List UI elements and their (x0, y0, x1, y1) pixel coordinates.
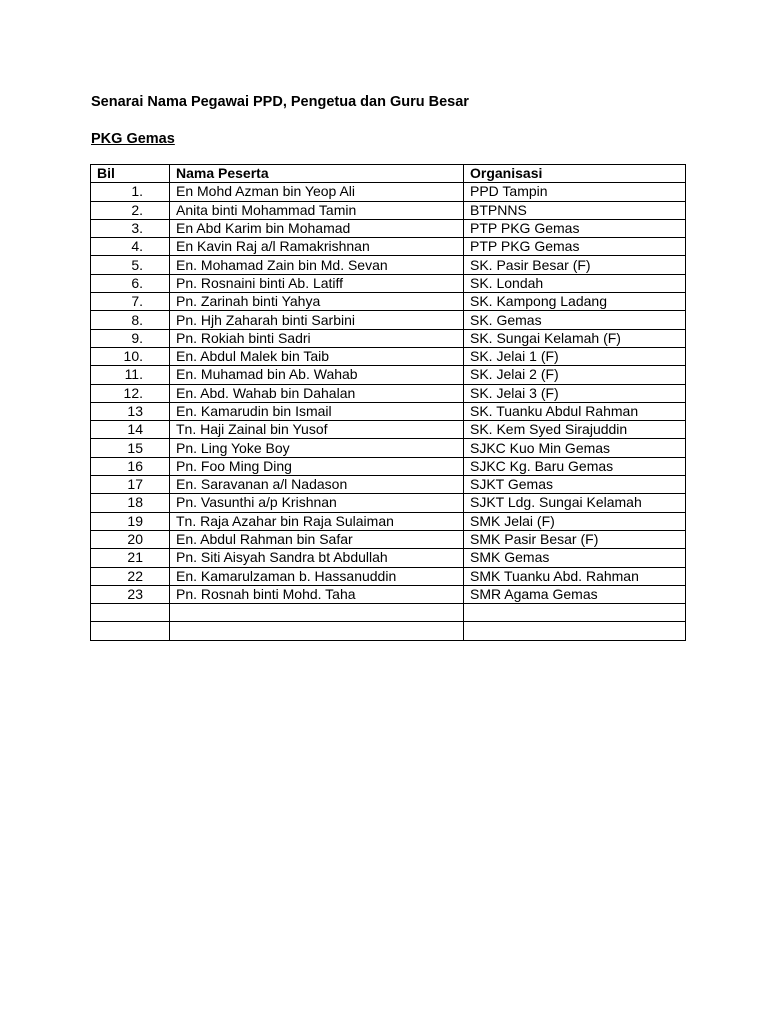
row-bil-cell: 20 (91, 530, 170, 548)
table-row (91, 238, 686, 256)
table-body (91, 183, 686, 640)
row-nama-cell: En. Abdul Rahman bin Safar (170, 530, 464, 548)
row-bil-cell: 19 (91, 512, 170, 530)
row-bil-cell: 5. (91, 256, 170, 274)
row-bil-cell: 7. (91, 293, 170, 311)
row-organisasi-cell: SK. Jelai 2 (F) (464, 366, 686, 384)
table-row-empty (91, 604, 686, 622)
header-organisasi: Organisasi (464, 165, 686, 183)
row-bil-cell: 6. (91, 274, 170, 292)
row-nama-cell: Pn. Siti Aisyah Sandra bt Abdullah (170, 549, 464, 567)
row-bil-cell: 16 (91, 457, 170, 475)
row-nama-cell: En. Saravanan a/l Nadason (170, 476, 464, 494)
empty-cell (170, 622, 464, 640)
table-row (91, 494, 686, 512)
table-row (91, 549, 686, 567)
row-nama-cell: En Abd Karim bin Mohamad (170, 219, 464, 237)
row-nama-cell: En Mohd Azman bin Yeop Ali (170, 183, 464, 201)
row-bil-cell: 13 (91, 402, 170, 420)
row-bil-cell: 22 (91, 567, 170, 585)
row-organisasi-cell: SMK Gemas (464, 549, 686, 567)
row-organisasi-cell: SK. Londah (464, 274, 686, 292)
row-bil-cell: 21 (91, 549, 170, 567)
row-organisasi-cell: SK. Jelai 1 (F) (464, 347, 686, 365)
table-row (91, 201, 686, 219)
row-organisasi-cell: SK. Kem Syed Sirajuddin (464, 421, 686, 439)
empty-cell (170, 604, 464, 622)
row-nama-cell: Pn. Rosnah binti Mohd. Taha (170, 585, 464, 603)
row-bil-cell: 14 (91, 421, 170, 439)
row-bil-cell: 18 (91, 494, 170, 512)
row-nama-cell: En. Kamarulzaman b. Hassanuddin (170, 567, 464, 585)
row-nama-cell: Tn. Haji Zainal bin Yusof (170, 421, 464, 439)
row-organisasi-cell: SK. Gemas (464, 311, 686, 329)
table-row (91, 402, 686, 420)
row-organisasi-cell: SK. Tuanku Abdul Rahman (464, 402, 686, 420)
row-bil-cell: 17 (91, 476, 170, 494)
row-bil-cell: 4. (91, 238, 170, 256)
empty-cell (464, 622, 686, 640)
row-organisasi-cell: SK. Kampong Ladang (464, 293, 686, 311)
row-organisasi-cell: SJKT Ldg. Sungai Kelamah (464, 494, 686, 512)
table-row (91, 311, 686, 329)
row-organisasi-cell: SK. Jelai 3 (F) (464, 384, 686, 402)
table-row (91, 329, 686, 347)
row-bil-cell: 23 (91, 585, 170, 603)
table-row (91, 567, 686, 585)
table-row (91, 585, 686, 603)
header-bil: Bil (91, 165, 170, 183)
row-nama-cell: En. Abdul Malek bin Taib (170, 347, 464, 365)
row-bil-cell: 1. (91, 183, 170, 201)
row-organisasi-cell: PPD Tampin (464, 183, 686, 201)
row-nama-cell: En. Kamarudin bin Ismail (170, 402, 464, 420)
row-nama-cell: Pn. Rosnaini binti Ab. Latiff (170, 274, 464, 292)
empty-cell (91, 622, 170, 640)
table-row (91, 256, 686, 274)
table-row (91, 183, 686, 201)
table-row (91, 293, 686, 311)
row-bil-cell: 3. (91, 219, 170, 237)
row-nama-cell: Pn. Rokiah binti Sadri (170, 329, 464, 347)
row-nama-cell: Pn. Ling Yoke Boy (170, 439, 464, 457)
table-row (91, 512, 686, 530)
row-bil-cell: 11. (91, 366, 170, 384)
row-bil-cell: 12. (91, 384, 170, 402)
row-nama-cell: Pn. Zarinah binti Yahya (170, 293, 464, 311)
document-subtitle: PKG Gemas (91, 131, 175, 147)
row-bil-cell: 9. (91, 329, 170, 347)
table-row (91, 530, 686, 548)
row-nama-cell: En. Mohamad Zain bin Md. Sevan (170, 256, 464, 274)
row-organisasi-cell: SJKC Kg. Baru Gemas (464, 457, 686, 475)
row-nama-cell: Tn. Raja Azahar bin Raja Sulaiman (170, 512, 464, 530)
row-nama-cell: Anita binti Mohammad Tamin (170, 201, 464, 219)
participant-table (90, 164, 686, 641)
row-organisasi-cell: BTPNNS (464, 201, 686, 219)
row-organisasi-cell: SMK Pasir Besar (F) (464, 530, 686, 548)
table-row (91, 457, 686, 475)
table-header-row (91, 165, 686, 183)
table-row (91, 347, 686, 365)
row-organisasi-cell: SMR Agama Gemas (464, 585, 686, 603)
row-organisasi-cell: SK. Sungai Kelamah (F) (464, 329, 686, 347)
row-bil-cell: 2. (91, 201, 170, 219)
table-row (91, 421, 686, 439)
row-organisasi-cell: SMK Tuanku Abd. Rahman (464, 567, 686, 585)
header-nama-peserta: Nama Peserta (170, 165, 464, 183)
row-nama-cell: Pn. Foo Ming Ding (170, 457, 464, 475)
row-nama-cell: En. Abd. Wahab bin Dahalan (170, 384, 464, 402)
row-bil-cell: 10. (91, 347, 170, 365)
row-organisasi-cell: PTP PKG Gemas (464, 238, 686, 256)
table-row (91, 366, 686, 384)
row-organisasi-cell: SMK Jelai (F) (464, 512, 686, 530)
row-organisasi-cell: SJKT Gemas (464, 476, 686, 494)
row-nama-cell: En Kavin Raj a/l Ramakrishnan (170, 238, 464, 256)
document-title: Senarai Nama Pegawai PPD, Pengetua dan Guru Besar (91, 94, 469, 110)
table-row (91, 476, 686, 494)
row-organisasi-cell: PTP PKG Gemas (464, 219, 686, 237)
row-nama-cell: Pn. Vasunthi a/p Krishnan (170, 494, 464, 512)
row-bil-cell: 8. (91, 311, 170, 329)
table-row-empty (91, 622, 686, 640)
row-nama-cell: En. Muhamad bin Ab. Wahab (170, 366, 464, 384)
empty-cell (91, 604, 170, 622)
empty-cell (464, 604, 686, 622)
table-row (91, 384, 686, 402)
table-row (91, 439, 686, 457)
row-bil-cell: 15 (91, 439, 170, 457)
table-row (91, 274, 686, 292)
row-organisasi-cell: SK. Pasir Besar (F) (464, 256, 686, 274)
row-nama-cell: Pn. Hjh Zaharah binti Sarbini (170, 311, 464, 329)
row-organisasi-cell: SJKC Kuo Min Gemas (464, 439, 686, 457)
table-row (91, 219, 686, 237)
